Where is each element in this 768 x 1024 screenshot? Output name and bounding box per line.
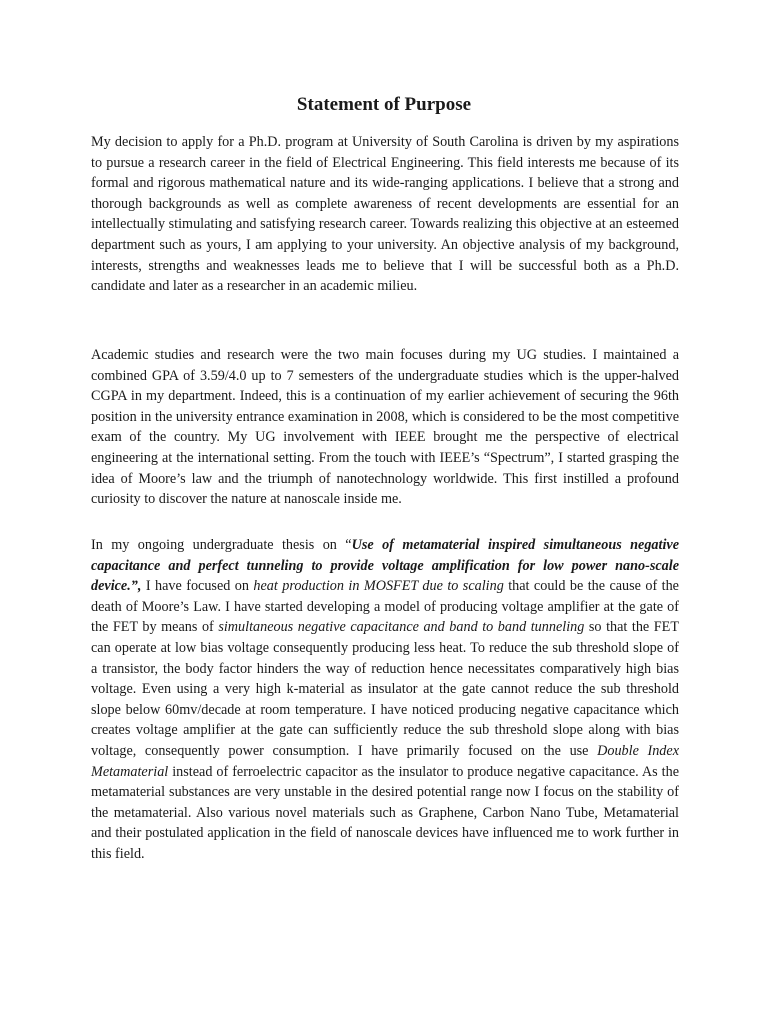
thesis-title: Use of metamaterial inspired simultaneous negative capacitance and perfect tunneling to provide voltage amplification for low power nano-scale device.”, [91, 537, 679, 595]
paragraph-academics: Academic studies and research were the two main focuses during my UG studies. I maintained a combined GPA of 3.59/4.0 up to 7 semesters of the undergraduate studies which is the upper-halved CGPA in my department. Indeed, this is a continuation of my earlier achievement of securing the 96th position in the university entrance examination in 2008, which is considered to be the most competitive exam of the country. My UG involvement with IEEE brought me the perspective of electrical engineering at the international setting. From the touch with IEEE’s “Spectrum”, I started grasping the idea of Moore’s law and the triumph of nanotechnology worldwide. This first instilled a profound curiosity to discover the nature at nanoscale inside me. [91, 347, 679, 508]
paragraph-thesis [91, 535, 679, 865]
paragraph-intro: My decision to apply for a Ph.D. program at University of South Carolina is driven by my aspirations to pursue a research career in the field of Electrical Engineering. This field interests me because of its formal and rigorous mathematical nature and its wide-ranging applications. I believe that a strong and thorough backgrounds as well as complete awareness of recent developments are essential for an intellectually stimulating and satisfying research career. Towards realizing this objective at an esteemed department such as yours, I am applying to your university. An objective analysis of my background, interests, strengths and weaknesses leads me to believe that I will be successful both as a Ph.D. candidate and later as a researcher in an academic milieu. [91, 134, 679, 295]
thesis-text-4: so that the FET can operate at low bias voltage consequently producing less heat. To reduce the sub threshold slope of a transistor, the body factor hinders the way of reduction hence necessitates comparatively high bias voltage. Even using a very high k-material as insulator at the gate cannot reduce the sub threshold slope below 60mv/decade at room temperature. I have noticed producing negative capacitance which creates voltage amplifier at the gate can sufficiently reduce the sub threshold slope along with bias voltage, consequently power consumption. I have primarily focused on the use [91, 619, 679, 759]
thesis-text-1: In my ongoing undergraduate thesis on “ [91, 537, 352, 553]
thesis-emphasis-metamaterial: Double Index Metamaterial [91, 742, 679, 780]
thesis-text-3: that could be the cause of the death of Moore’s Law. I have started developing a model of producing voltage amplifier at the gate of the FET by means of [91, 578, 679, 636]
thesis-text-2: I have focused on [141, 578, 254, 595]
thesis-text-5: instead of ferroelectric capacitor as the insulator to produce negative capacitance. As the metamaterial substances are very unstable in the desired potential range now I focus on the stability of the metamaterial. Also various novel materials such as Graphene, Carbon Nano Tube, Metamaterial and their postulated application in the field of nanoscale devices have influenced me to work further in this field. [91, 763, 679, 862]
page-title: Statement of Purpose [296, 94, 472, 115]
thesis-emphasis-capacitance: simultaneous negative capacitance and band to band tunneling [218, 619, 585, 636]
thesis-emphasis-heat: heat production in MOSFET due to scaling [253, 578, 504, 595]
